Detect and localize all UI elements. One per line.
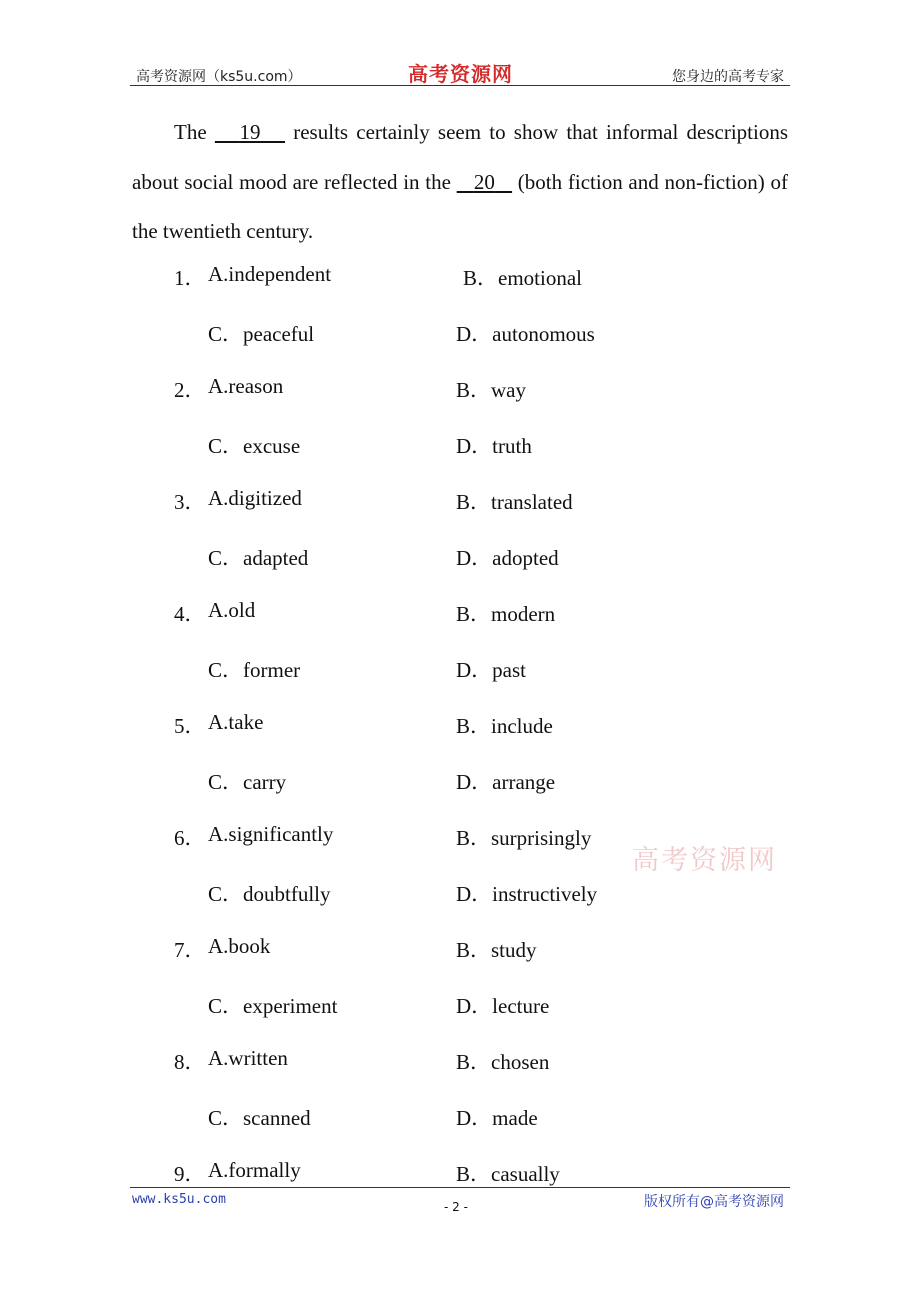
question-number: 1．: [174, 266, 206, 290]
option-d: D．arrange: [456, 770, 556, 794]
option-a: A.digitized: [208, 486, 302, 510]
question-number: 5．: [174, 714, 206, 738]
option-b: B．surprisingly: [456, 826, 592, 850]
footer-copyright: 版权所有@高考资源网: [644, 1194, 784, 1210]
passage-paragraph: [132, 108, 788, 257]
option-d: D．adopted: [456, 546, 559, 570]
option-b: B．study: [456, 938, 537, 962]
question-number: 3．: [174, 490, 206, 514]
option-b: B．emotional: [463, 266, 582, 290]
question-number: 8．: [174, 1050, 206, 1074]
option-a: A.formally: [208, 1158, 301, 1182]
option-d: D．truth: [456, 434, 532, 458]
option-a: A.old: [208, 598, 256, 622]
footer-site-link[interactable]: www.ks5u.com: [132, 1192, 226, 1207]
option-b: B．include: [456, 714, 553, 738]
question-number: 7．: [174, 938, 206, 962]
option-a: A.take: [208, 710, 264, 734]
option-c: C．scanned: [208, 1106, 311, 1130]
question-number: 2．: [174, 378, 206, 402]
option-d: D．past: [456, 658, 526, 682]
header-site-name: 高考资源网（ks5u.com）: [136, 69, 302, 85]
option-b: B．casually: [456, 1162, 560, 1186]
option-d: D．autonomous: [456, 322, 595, 346]
option-c: C．excuse: [208, 434, 301, 458]
blank-20: 20: [473, 169, 495, 194]
passage: [132, 108, 788, 257]
option-c: C．adapted: [208, 546, 309, 570]
header-divider: [130, 85, 790, 86]
option-c: C．doubtfully: [208, 882, 331, 906]
passage-text: The: [174, 120, 215, 144]
option-a: A.reason: [208, 374, 284, 398]
option-a: A.book: [208, 934, 271, 958]
option-b: B．chosen: [456, 1050, 550, 1074]
option-c: C．carry: [208, 770, 287, 794]
passage-text: results certainly seem to show that informal descriptions about social mood are reflected in the: [132, 120, 789, 194]
header-slogan: 您身边的高考专家: [672, 69, 784, 85]
option-a: A.significantly: [208, 822, 334, 846]
page-header: [130, 58, 790, 86]
option-b: B．way: [456, 378, 526, 402]
header-logo: 高考资源网: [408, 62, 513, 86]
option-a: A.written: [208, 1046, 288, 1070]
option-d: D．lecture: [456, 994, 550, 1018]
option-a: A.independent: [208, 262, 332, 286]
option-b: B．translated: [456, 490, 573, 514]
option-c: C．peaceful: [208, 322, 315, 346]
blank-19: 19: [239, 120, 261, 144]
watermark-logo: 高考资源网: [632, 845, 777, 876]
passage-text: (both fiction and non-fiction) of the twentieth century.: [132, 169, 789, 243]
question-number: 4．: [174, 602, 206, 626]
page-number: - 2 -: [444, 1200, 468, 1214]
question-number: 6．: [174, 826, 206, 850]
option-d: D．instructively: [456, 882, 598, 906]
option-c: C．experiment: [208, 994, 338, 1018]
option-d: D．made: [456, 1106, 538, 1130]
option-c: C．former: [208, 658, 301, 682]
option-b: B．modern: [456, 602, 556, 626]
question-number: 9．: [174, 1162, 206, 1186]
footer-divider: [130, 1187, 790, 1188]
